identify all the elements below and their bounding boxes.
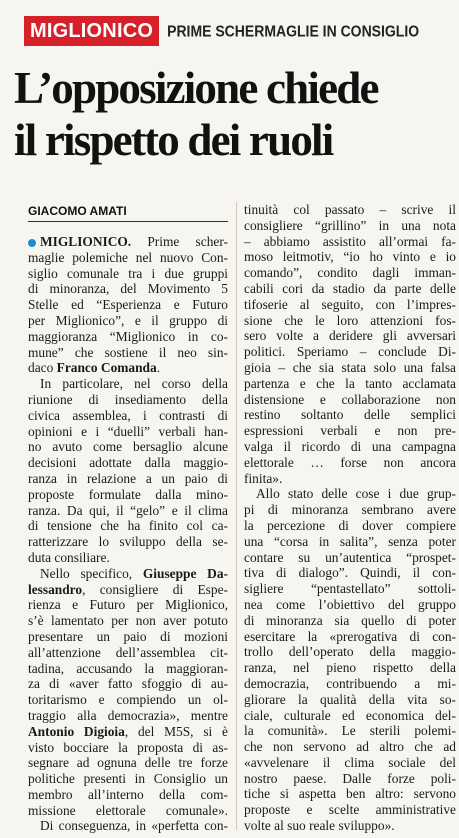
text-line: [244, 723, 456, 739]
text-line: [28, 708, 228, 724]
text-line: [244, 313, 456, 329]
text-line: [244, 265, 456, 281]
text-line: [28, 724, 228, 740]
text-line: [28, 755, 228, 771]
text-run: za di «aver fatto sfoggio di au-: [28, 676, 228, 692]
text-run: ranza, nel pieno rispetto della: [244, 660, 456, 676]
text-line: [244, 486, 456, 502]
text-line: [244, 708, 456, 724]
text-line: [28, 582, 228, 598]
text-run: Prime scher-: [131, 234, 228, 249]
text-line: [244, 423, 456, 439]
text-run: Allo stato delle cose i due grup-: [256, 486, 456, 502]
text-line: [244, 407, 456, 423]
text-run: elettorale … forse non ancora: [244, 454, 456, 470]
text-line: [28, 234, 228, 250]
text-run: proposte e scelte amministrative: [244, 802, 456, 818]
text-line: [244, 439, 456, 455]
text-line: [244, 660, 456, 676]
text-run: rienza e Futuro per Miglionico,: [28, 597, 228, 613]
text-run: .: [156, 360, 161, 376]
headline-line-2: il rispetto dei ruoli: [14, 115, 333, 165]
text-run: mune” che sostiene il neo sin-: [28, 344, 228, 360]
text-line: [28, 266, 228, 282]
text-run: , del M5S, si è: [124, 723, 228, 739]
text-run: ciale, culturale ed economica del-: [244, 707, 456, 723]
text-run: Stelle ed “Esperienza e Futuro: [28, 297, 228, 313]
text-run: decisioni adottate dalla maggio-: [28, 455, 228, 471]
text-line: [244, 597, 456, 613]
text-run: siglio comunale tra i due gruppi: [28, 265, 228, 281]
text-line: [28, 803, 228, 819]
text-line: [244, 249, 456, 265]
text-run: duta consiliare.: [28, 549, 110, 565]
text-run: contare su un’autentica “prospet-: [244, 549, 456, 565]
text-run: una “corsa in salita”, senza poter: [244, 533, 456, 549]
text-run: pi di minoranza sembrano avere: [244, 502, 456, 518]
text-line: [244, 629, 456, 645]
text-line: [244, 328, 456, 344]
text-run: la comunità». Le sterili polemi-: [244, 723, 456, 739]
text-run: sione che le loro attenzioni fos-: [244, 312, 456, 328]
text-line: [244, 281, 456, 297]
column-divider: [236, 202, 237, 830]
text-run: opinioni e i “duelli” verbali han-: [28, 423, 228, 439]
text-run: «avvelenare il clima sociale del: [244, 754, 456, 770]
text-run: gliorare la qualità della vita so-: [244, 691, 456, 707]
person-name: Antonio Digioia: [28, 723, 125, 739]
text-run: Di conseguenza, in «perfetta con-: [40, 818, 228, 834]
text-run: di tensione che ha finito col ca-: [28, 518, 228, 534]
text-line: [244, 202, 456, 218]
text-run: esercitare la «prerogativa di con-: [244, 628, 456, 644]
text-line: [244, 818, 456, 834]
text-run: nea come l’obiettivo del gruppo: [244, 596, 456, 612]
text-run: democrazia, contribuendo a mi-: [244, 675, 456, 691]
headline-line-1: L’opposizione chiede: [14, 63, 378, 113]
text-run: civica assemblea, i contrasti di: [28, 407, 228, 423]
text-run: riunione di insediamento della: [28, 391, 228, 407]
article-column-1: [28, 234, 228, 834]
text-line: [244, 297, 456, 313]
text-line: [244, 392, 456, 408]
text-run: tiche si aspetta ben altro: servono: [244, 786, 456, 802]
text-run: – abbiamo assistito all’ormai fa-: [244, 233, 456, 249]
text-line: [28, 250, 228, 266]
headline: [14, 62, 454, 166]
text-run: daco: [28, 360, 57, 376]
text-run: no avuto come bersaglio alcune: [28, 439, 228, 455]
text-line: [244, 581, 456, 597]
text-line: [244, 550, 456, 566]
text-run: nostro paese. Dalle forze poli-: [244, 770, 456, 786]
text-line: [28, 676, 228, 692]
article-column-2: [244, 202, 456, 834]
text-line: [244, 692, 456, 708]
text-run: tiva di dialogo”. Quindi, il con-: [244, 565, 456, 581]
text-run: moso leitmotiv, “io ho vinto e io: [244, 249, 456, 265]
text-run: sero volte a deridere gli avversari: [244, 328, 456, 344]
text-run: In particolare, nel corso della: [40, 376, 228, 392]
text-run: gioia – che sia stata solo una falsa: [244, 359, 456, 375]
text-line: [28, 329, 228, 345]
text-run: Nello specifico,: [40, 565, 143, 581]
text-run: consigliere “grillino” in una nota: [244, 217, 456, 233]
text-line: [28, 408, 228, 424]
text-run: cabili cori da stadio da parte delle: [244, 280, 456, 296]
text-line: [28, 297, 228, 313]
text-line: [244, 534, 456, 550]
text-run: valga il ricordo di una campagna: [244, 438, 456, 454]
text-line: [244, 518, 456, 534]
text-line: [28, 818, 228, 834]
text-line: [28, 771, 228, 787]
text-run: traggio alla democrazia», mentre: [28, 707, 228, 723]
text-run: politiche presenti in Consiglio un: [28, 771, 228, 787]
text-line: [244, 755, 456, 771]
text-line: [28, 629, 228, 645]
text-run: , consigliere di Espe-: [82, 581, 228, 597]
text-run: visto bocciare la proposta di as-: [28, 739, 228, 755]
text-line: [28, 740, 228, 756]
text-run: distensione e collaborazione non: [244, 391, 456, 407]
text-run: comando”, condito dagli imman-: [244, 265, 456, 281]
text-run: tifoserie al seguito, con l’impres-: [244, 296, 456, 312]
text-run: trollo dell’operato della maggio-: [244, 644, 456, 660]
text-line: [28, 518, 228, 534]
text-run: tinuità col passato – scrive il: [244, 202, 456, 217]
text-line: [244, 739, 456, 755]
text-run: MIGLIONICO.: [40, 234, 132, 249]
text-run: all’attenzione dell’assemblea cit-: [28, 644, 228, 660]
bullet-dot-icon: [28, 239, 36, 247]
text-line: [28, 566, 228, 582]
text-line: [28, 360, 228, 376]
text-run: che non servono ad altro che ad: [244, 739, 456, 755]
person-name: lessandro: [28, 581, 83, 597]
text-line: [244, 676, 456, 692]
section-header: [24, 16, 419, 46]
text-run: toritarismo e compiendo un ol-: [28, 692, 228, 708]
author-byline: GIACOMO AMATI: [28, 204, 228, 222]
text-run: politici. Speriamo – conclude Di-: [244, 344, 456, 360]
text-run: maggioranza “Miglionico in co-: [28, 328, 228, 344]
text-run: partenza e che la tanto acclamata: [244, 375, 456, 391]
text-line: [28, 661, 228, 677]
text-line: [244, 344, 456, 360]
person-name: Franco Comanda: [56, 360, 157, 376]
text-run: la percezione di dover compiere: [244, 517, 456, 533]
text-line: [28, 503, 228, 519]
text-run: ratterizzare lo sviluppo della se-: [28, 534, 228, 550]
text-run: maglie polemiche nel nuovo Con-: [28, 249, 228, 265]
text-line: [244, 502, 456, 518]
text-line: [28, 613, 228, 629]
text-run: restino soltanto delle semplici: [244, 407, 456, 423]
text-line: [28, 645, 228, 661]
text-run: membro all’interno della com-: [28, 786, 228, 802]
text-line: [244, 771, 456, 787]
text-run: sigliere “pentastellato” sottoli-: [244, 581, 456, 597]
text-run: presentare un paio di mozioni: [28, 628, 228, 644]
text-line: [28, 471, 228, 487]
text-run: proposte formulate dalla mino-: [28, 486, 228, 502]
text-line: [28, 345, 228, 361]
text-line: [28, 597, 228, 613]
text-line: [28, 281, 228, 297]
text-line: [28, 392, 228, 408]
text-line: [28, 439, 228, 455]
text-run: di minoranza sia quello di poter: [244, 612, 456, 628]
text-line: [244, 471, 456, 487]
text-line: [28, 455, 228, 471]
text-run: segnare ad ognuna delle tre forze: [28, 755, 228, 771]
text-line: [244, 786, 456, 802]
text-run: volte al suo reale sviluppo».: [244, 818, 395, 834]
text-run: s’è lamentato per non aver potuto: [28, 613, 228, 629]
text-line: [244, 644, 456, 660]
text-run: ranza in relazione a un paio di: [28, 470, 228, 486]
text-line: [244, 565, 456, 581]
text-line: [244, 802, 456, 818]
text-line: [28, 550, 228, 566]
text-run: di minoranza, del Movimento 5: [28, 281, 228, 297]
text-line: [244, 613, 456, 629]
text-run: tadina, accusando la maggioran-: [28, 660, 228, 676]
text-line: [28, 787, 228, 803]
text-line: [244, 376, 456, 392]
person-name: Giuseppe Da-: [142, 565, 228, 581]
text-run: espressioni verbali e non pre-: [244, 423, 456, 439]
text-line: [244, 234, 456, 250]
text-line: [28, 313, 228, 329]
text-line: [28, 692, 228, 708]
text-line: [28, 376, 228, 392]
text-line: [28, 487, 228, 503]
text-run: ranza. Da qui, il “gelo” e il clima: [28, 502, 228, 518]
text-line: [244, 360, 456, 376]
text-run: per Miglionico”, e il gruppo di: [28, 312, 228, 328]
section-tag: MIGLIONICO: [24, 16, 159, 46]
text-line: [244, 455, 456, 471]
text-run: finita».: [244, 470, 283, 486]
kicker: PRIME SCHERMAGLIE IN CONSIGLIO: [167, 21, 420, 41]
text-line: [28, 534, 228, 550]
text-run: missione elettorale comunale».: [28, 802, 228, 818]
text-line: [244, 218, 456, 234]
text-line: [28, 424, 228, 440]
